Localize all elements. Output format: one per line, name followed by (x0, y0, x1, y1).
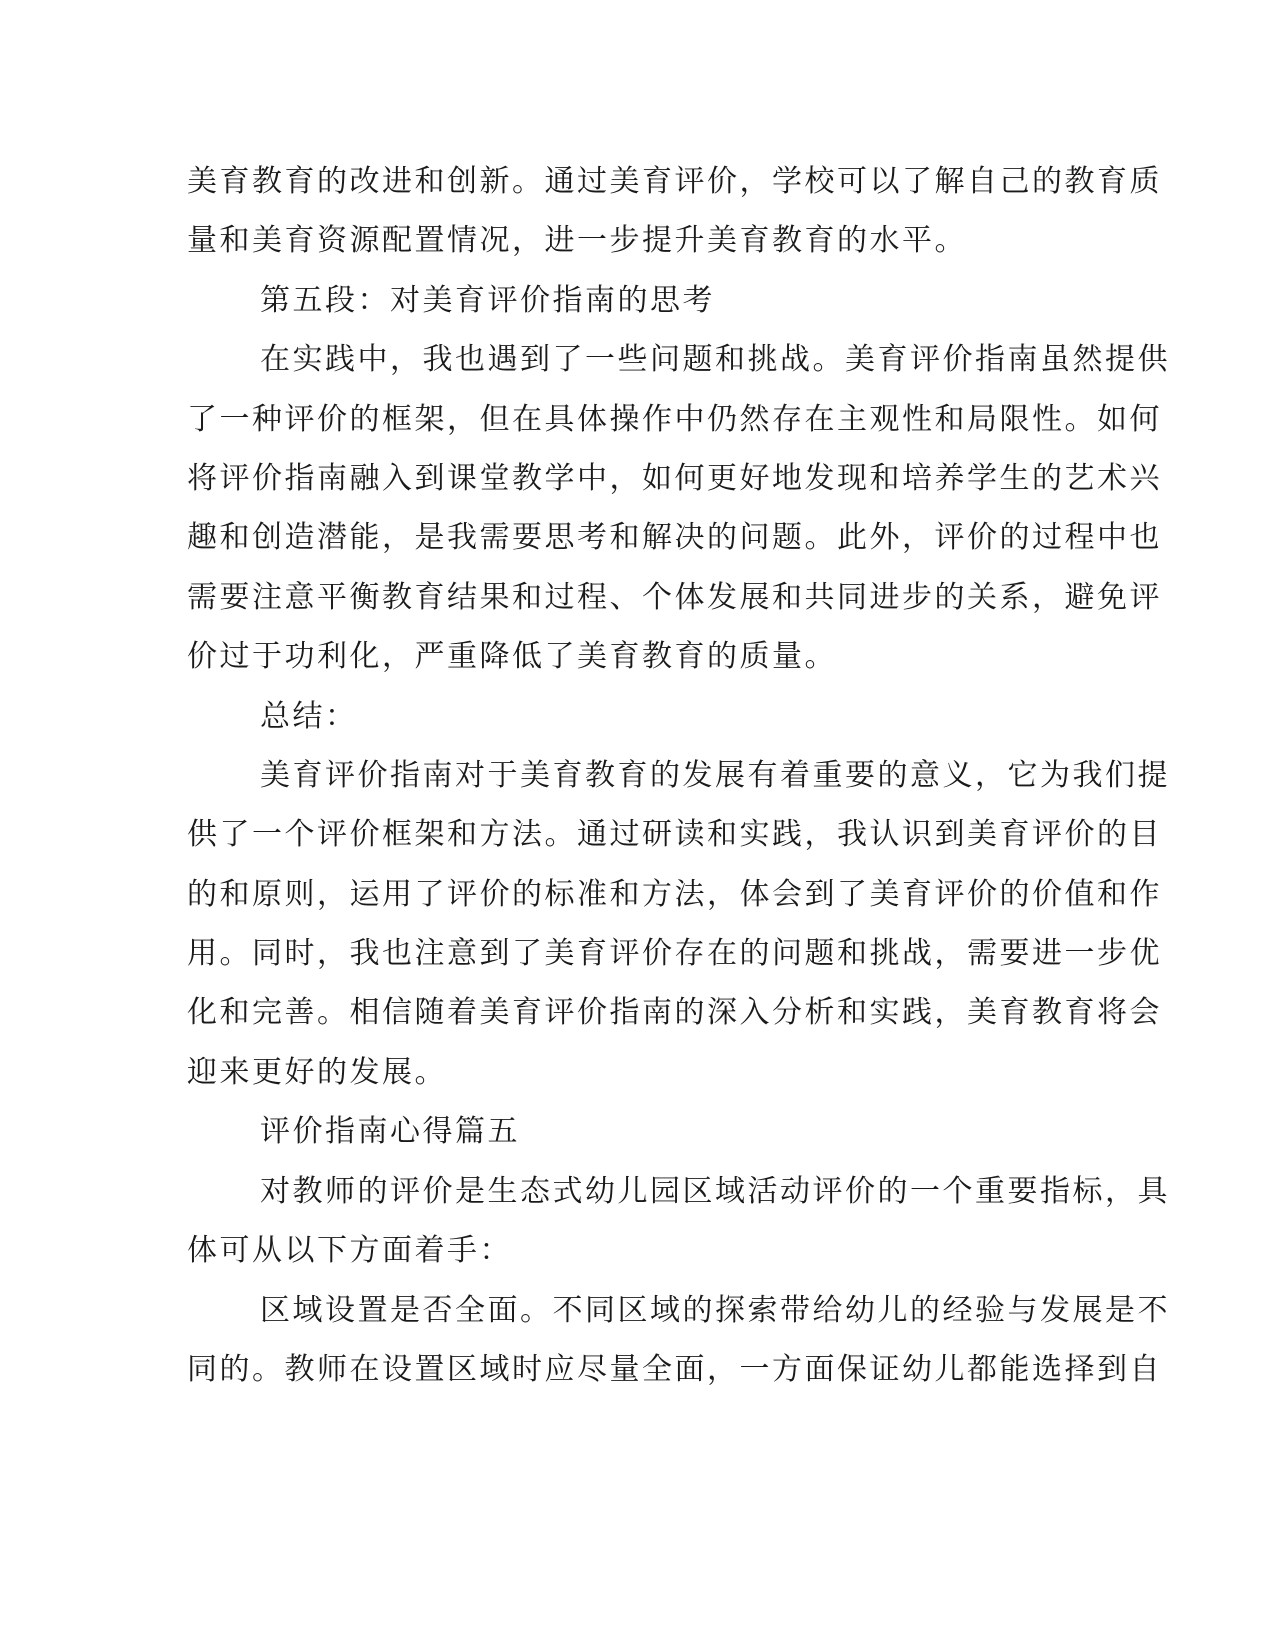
text-line: 对教师的评价是生态式幼儿园区域活动评价的一个重要指标，具 (260, 1174, 1170, 1209)
text-line: 在实践中，我也遇到了一些问题和挑战。美育评价指南虽然提供 (260, 342, 1170, 377)
text-line: 美育教育的改进和创新。通过美育评价，学校可以了解自己的教育质 (187, 164, 1162, 199)
text-line: 需要注意平衡教育结果和过程、个体发展和共同进步的关系，避免评 (187, 580, 1162, 615)
section-heading: 总结： (260, 699, 358, 734)
text-line: 区域设置是否全面。不同区域的探索带给幼儿的经验与发展是不 (260, 1293, 1170, 1328)
text-line: 用。同时，我也注意到了美育评价存在的问题和挑战，需要进一步优 (187, 936, 1162, 971)
text-line: 趣和创造潜能，是我需要思考和解决的问题。此外，评价的过程中也 (187, 520, 1162, 555)
text-line: 化和完善。相信随着美育评价指南的深入分析和实践，美育教育将会 (187, 995, 1162, 1030)
text-line: 量和美育资源配置情况，进一步提升美育教育的水平。 (187, 223, 967, 258)
text-line: 体可从以下方面着手： (187, 1233, 512, 1268)
section-heading: 评价指南心得篇五 (260, 1114, 520, 1149)
text-line: 价过于功利化，严重降低了美育教育的质量。 (187, 639, 837, 674)
text-line: 同的。教师在设置区域时应尽量全面，一方面保证幼儿都能选择到自 (187, 1352, 1162, 1387)
text-line: 美育评价指南对于美育教育的发展有着重要的意义，它为我们提 (260, 758, 1170, 793)
section-heading: 第五段：对美育评价指南的思考 (260, 283, 715, 318)
text-line: 的和原则，运用了评价的标准和方法，体会到了美育评价的价值和作 (187, 877, 1162, 912)
text-line: 将评价指南融入到课堂教学中，如何更好地发现和培养学生的艺术兴 (187, 461, 1162, 496)
text-line: 迎来更好的发展。 (187, 1055, 447, 1090)
text-line: 了一种评价的框架，但在具体操作中仍然存在主观性和局限性。如何 (187, 402, 1162, 437)
text-line: 供了一个评价框架和方法。通过研读和实践，我认识到美育评价的目 (187, 817, 1162, 852)
